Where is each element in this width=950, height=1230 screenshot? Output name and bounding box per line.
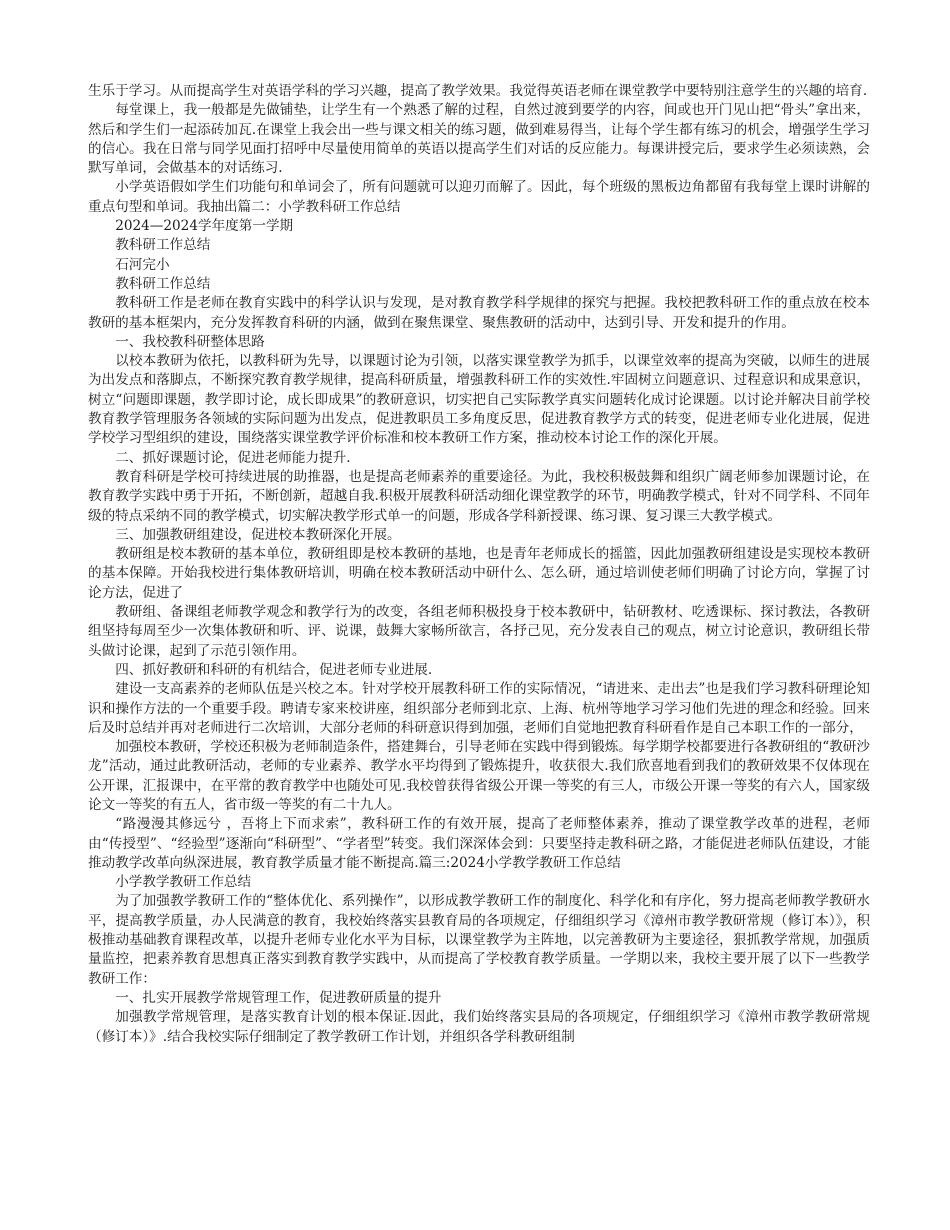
document-page [88,82,870,1047]
heading-line: 教科研工作总结 [115,237,211,254]
heading-line: 教科研工作总结 [115,275,211,292]
section-heading: 一、扎实开展教学常规管理工作，促进教研质量的提升 [115,989,442,1006]
section-heading: 四、抓好教研和科研的有机结合，促进老师专业进展. [115,661,433,678]
section-heading: 一、我校教科研整体思路 [115,333,265,350]
paragraph: 每堂课上，我一般都是先做铺垫，让学生有一个熟悉了解的过程，自然过渡到要学的内容，间或也开门见山把“骨头”拿出来，然后和学生们一起添砖加瓦.在课堂上我会出一些与课文相关的练习题，做到难易得当，让每个学生都有练习的机会，增强学生学习的信心。我在日常与同学见面打招呼中尽量使用简单的英语以提高学生们对话的反应能力。每课讲授完后，要求学生必须读熟，会默写单词，会做基本的对话练习. [88,102,870,177]
paragraph: 加强教学常规管理，是落实教育计划的根本保证.因此，我们始终落实县局的各项规定，仔细组织学习《漳州市教学教研常规（修订本）》.结合我校实际仔细制定了教学教研工作计划，并组织各学科教研组制 [88,1009,870,1045]
paragraph: 小学英语假如学生们功能句和单词会了，所有问题就可以迎刃而解了。因此，每个班级的黑板边角都留有我每堂上课时讲解的重点句型和单词。我抽出篇二：小学教科研工作总结 [88,179,870,215]
paragraph: 生乐于学习。从而提高学生对英语学科的学习兴趣，提高了教学效果。我觉得英语老师在课堂教学中要特别注意学生的兴趣的培育. [88,83,868,99]
paragraph: 为了加强教学教研工作的“整体优化、系列操作”，以形成教学教研工作的制度化、科学化和有序化，努力提高老师教学教研水平，提高教学质量，办人民满意的教育，我校始终落实县教育局的各项规定，仔细组织学习《漳州市教学教研常规（修订本）》，积极推动基础教育课程改革，以提升老师专业化水平为目标，以课堂教学为主阵地，以完善教研为主要途径，狠抓教学常规，加强质量监控，把素养教育思想真正落实到教育教学实践中，从而提高了学校教育教学质量。一学期以来，我校主要开展了以下一些教学教研工作： [88,893,870,987]
section-heading: 二、抓好课题讨论，促进老师能力提升. [115,449,351,466]
paragraph: 教研组是校本教研的基本单位，教研组即是校本教研的基地，也是青年老师成长的摇篮，因此加强教研组建设是实现校本教研的基本保障。开始我校进行集体教研培训，明确在校本教研活动中研什么、怎么研，通过培训使老师们明确了讨论方向，掌握了讨论方法，促进了 [88,546,870,601]
paragraph: 教育科研是学校可持续进展的助推器，也是提高老师素养的重要途径。为此，我校积极鼓舞和组织广阔老师参加课题讨论，在教育教学实践中勇于开拓，不断创新，超越自我.积极开展教科研活动细化课堂教学的环节，明确教学模式，针对不同学科、不同年级的特点采纳不同的教学模式，切实解决教学形式单一的问题，形成各学科新授课、练习课、复习课三大教学模式。 [88,468,870,524]
paragraph: 教科研工作是老师在教育实践中的科学认识与发现，是对教育教学科学规律的探究与把握。我校把教科研工作的重点放在校本教研的基本框架内，充分发挥教育科研的内涵，做到在聚焦课堂、聚焦教研的活动中，达到引导、开发和提升的作用。 [88,295,870,331]
section-heading: 三、加强教研组建设，促进校本教研深化开展。 [115,526,401,543]
paragraph: 教研组、备课组老师教学观念和教学行为的改变，各组老师积极投身于校本教研中，钻研教材、吃透课标、探讨教法，各教研组坚持每周至少一次集体教研和听、评、说课，鼓舞大家畅所欲言，各抒己见，充分发表自己的观点，树立讨论意识，教研组长带头做讨论课，起到了示范引领作用。 [88,604,870,659]
school-name: 石河完小 [115,256,170,273]
term-line: 2024—2024学年度第一学期 [115,218,294,235]
paragraph: 以校本教研为依托，以教科研为先导，以课题讨论为引领，以落实课堂教学为抓手，以课堂效率的提高为突破，以师生的进展为出发点和落脚点，不断探究教育教学规律，提高科研质量，增强教科研工作的实效性.牢固树立问题意识、过程意识和成果意识，树立“问题即课题，教学即讨论，成长即成果”的教研意识，切实把自己实际教学真实问题转化成讨论课题。以讨论并解决目前学校教育教学管理服务各领域的实际问题为出发点，促进教职员工多角度反思，促进教育教学方式的转变，促进老师专业化进展，促进学校学习型组织的建设，围绕落实课堂教学评价标准和校本教研工作方案，推动校本讨论工作的深化开展。 [88,353,870,447]
heading-line: 小学教学教研工作总结 [115,874,252,891]
paragraph: “路漫漫其修远兮 ，吾将上下而求索”，教科研工作的有效开展，提高了老师整体素养，推动了课堂教学改革的进程，老师由“传授型”、“经验型”逐渐向“科研型”、“学者型”转变。我们深深体会到：只要坚持走教科研之路，才能促进老师队伍建设，才能推动教学改革向纵深进展，教育教学质量才能不断提高.篇三:2024小学教学教研工作总结 [88,816,870,871]
paragraph: 建设一支高素养的老师队伍是兴校之本。针对学校开展教科研工作的实际情况，“请进来、走出去”也是我们学习教科研理论知识和操作方法的一个重要手段。聘请专家来校讲座，组织部分老师到北京、上海、杭州等地学习学习他们先进的理念和经验。回来后及时总结并再对老师进行二次培训，大部分老师的科研意识得到加强，老师们自觉地把教育科研看作是自己本职工作的一部分， [88,681,870,736]
paragraph: 加强校本教研，学校还积极为老师制造条件，搭建舞台，引导老师在实践中得到锻炼。每学期学校都要进行各教研组的“教研沙龙”活动，通过此教研活动，老师的专业素养、教学水平均得到了锻炼提升，收获很大.我们欣喜地看到我们的教研效果不仅体现在公开课，汇报课中，在平常的教育教学中也随处可见.我校曾获得省级公开课一等奖的有三人，市级公开课一等奖的有六人，国家级论文一等奖的有五人，省市级一等奖的有二十九人。 [88,739,870,813]
